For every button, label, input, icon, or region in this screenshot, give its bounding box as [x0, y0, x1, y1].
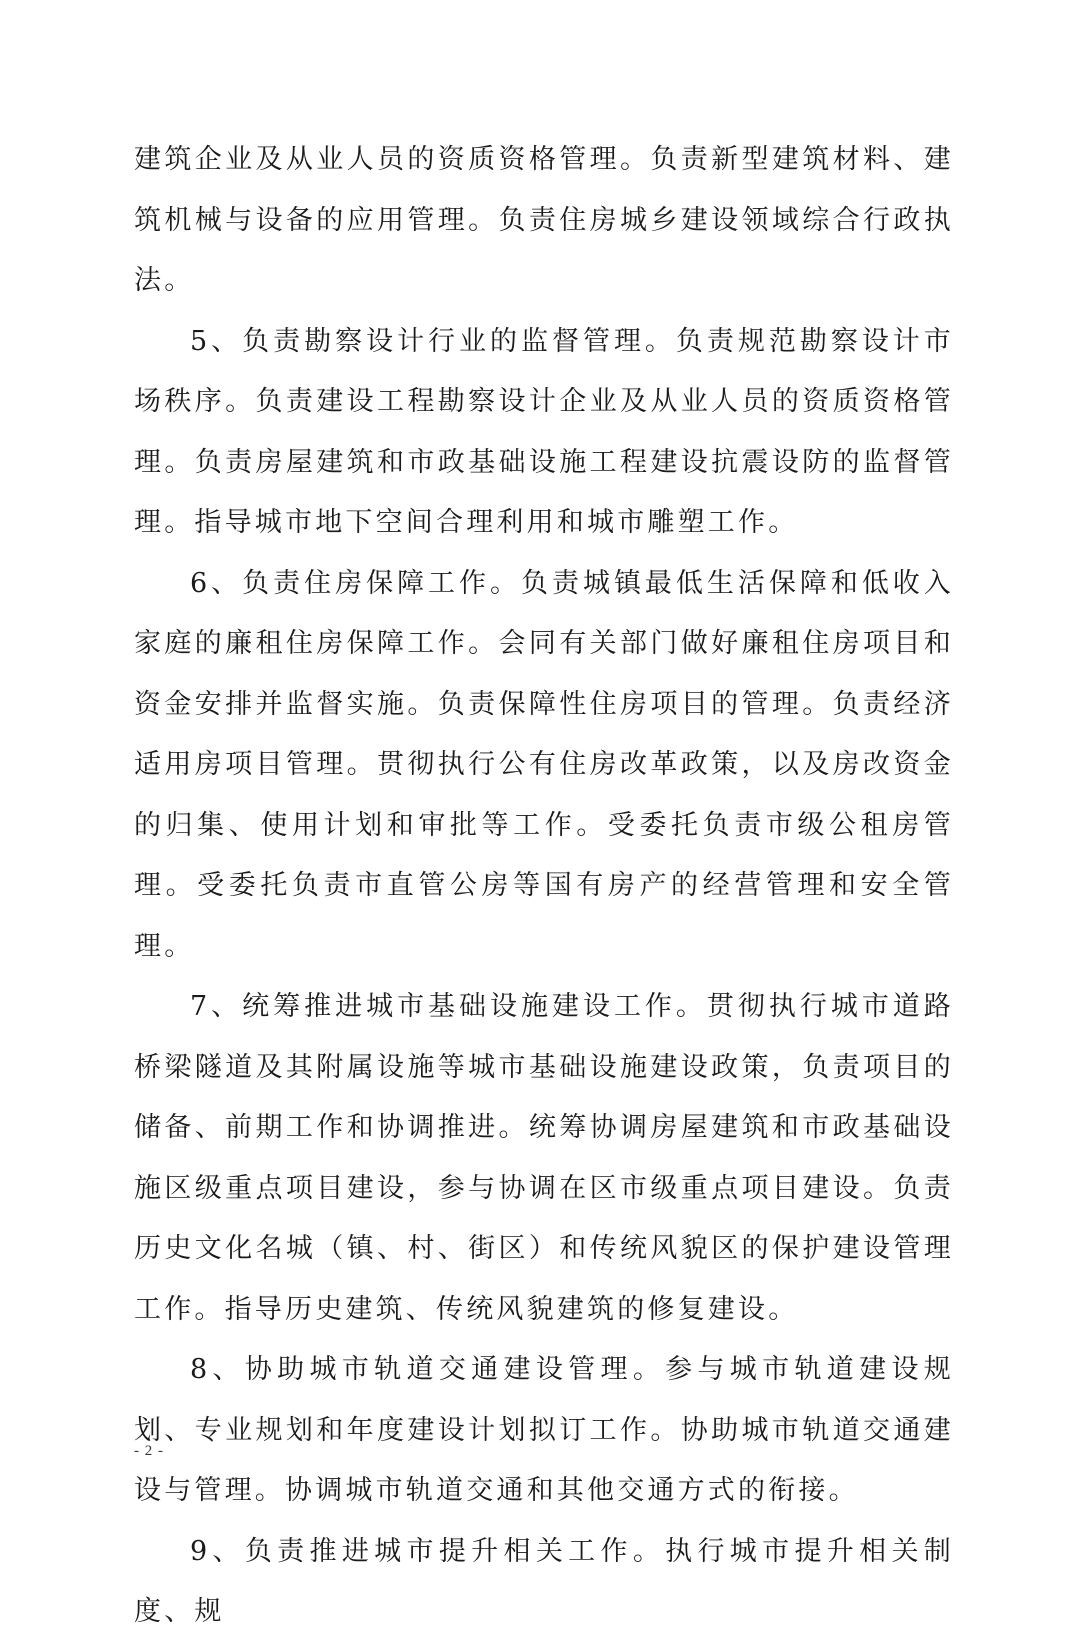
- page-number: - 2 -: [134, 1443, 164, 1459]
- document-body: [134, 130, 954, 1643]
- paragraph-3: 6、负责住房保障工作。负责城镇最低生活保障和低收入家庭的廉租住房保障工作。会同有关部门做好廉租住房项目和资金安排并监督实施。负责保障性住房项目的管理。负责经济适用房项目管理。贯彻执行公有住房改革政策，以及房改资金的归集、使用计划和审批等工作。受委托负责市级公租房管理。受委托负责市直管公房等国有房产的经营管理和安全管理。: [134, 567, 954, 962]
- paragraph-5: 8、协助城市轨道交通建设管理。参与城市轨道建设规划、专业规划和年度建设计划拟订工作。协助城市轨道交通建设与管理。协调城市轨道交通和其他交通方式的衔接。: [134, 1354, 954, 1506]
- paragraph-2: 5、负责勘察设计行业的监督管理。负责规范勘察设计市场秩序。负责建设工程勘察设计企业及从业人员的资质资格管理。负责房屋建筑和市政基础设施工程建设抗震设防的监督管理。指导城市地下空间合理利用和城市雕塑工作。: [134, 325, 954, 538]
- paragraph-6: 9、负责推进城市提升相关工作。执行城市提升相关制度、规: [134, 1535, 954, 1627]
- paragraph-4: 7、统筹推进城市基础设施建设工作。贯彻执行城市道路桥梁隧道及其附属设施等城市基础设施建设政策，负责项目的储备、前期工作和协调推进。统筹协调房屋建筑和市政基础设施区级重点项目建设，参与协调在区市级重点项目建设。负责历史文化名城（镇、村、街区）和传统风貌区的保护建设管理工作。指导历史建筑、传统风貌建筑的修复建设。: [134, 991, 954, 1325]
- paragraph-1: 建筑企业及从业人员的资质资格管理。负责新型建筑材料、建筑机械与设备的应用管理。负责住房城乡建设领域综合行政执法。: [134, 144, 954, 296]
